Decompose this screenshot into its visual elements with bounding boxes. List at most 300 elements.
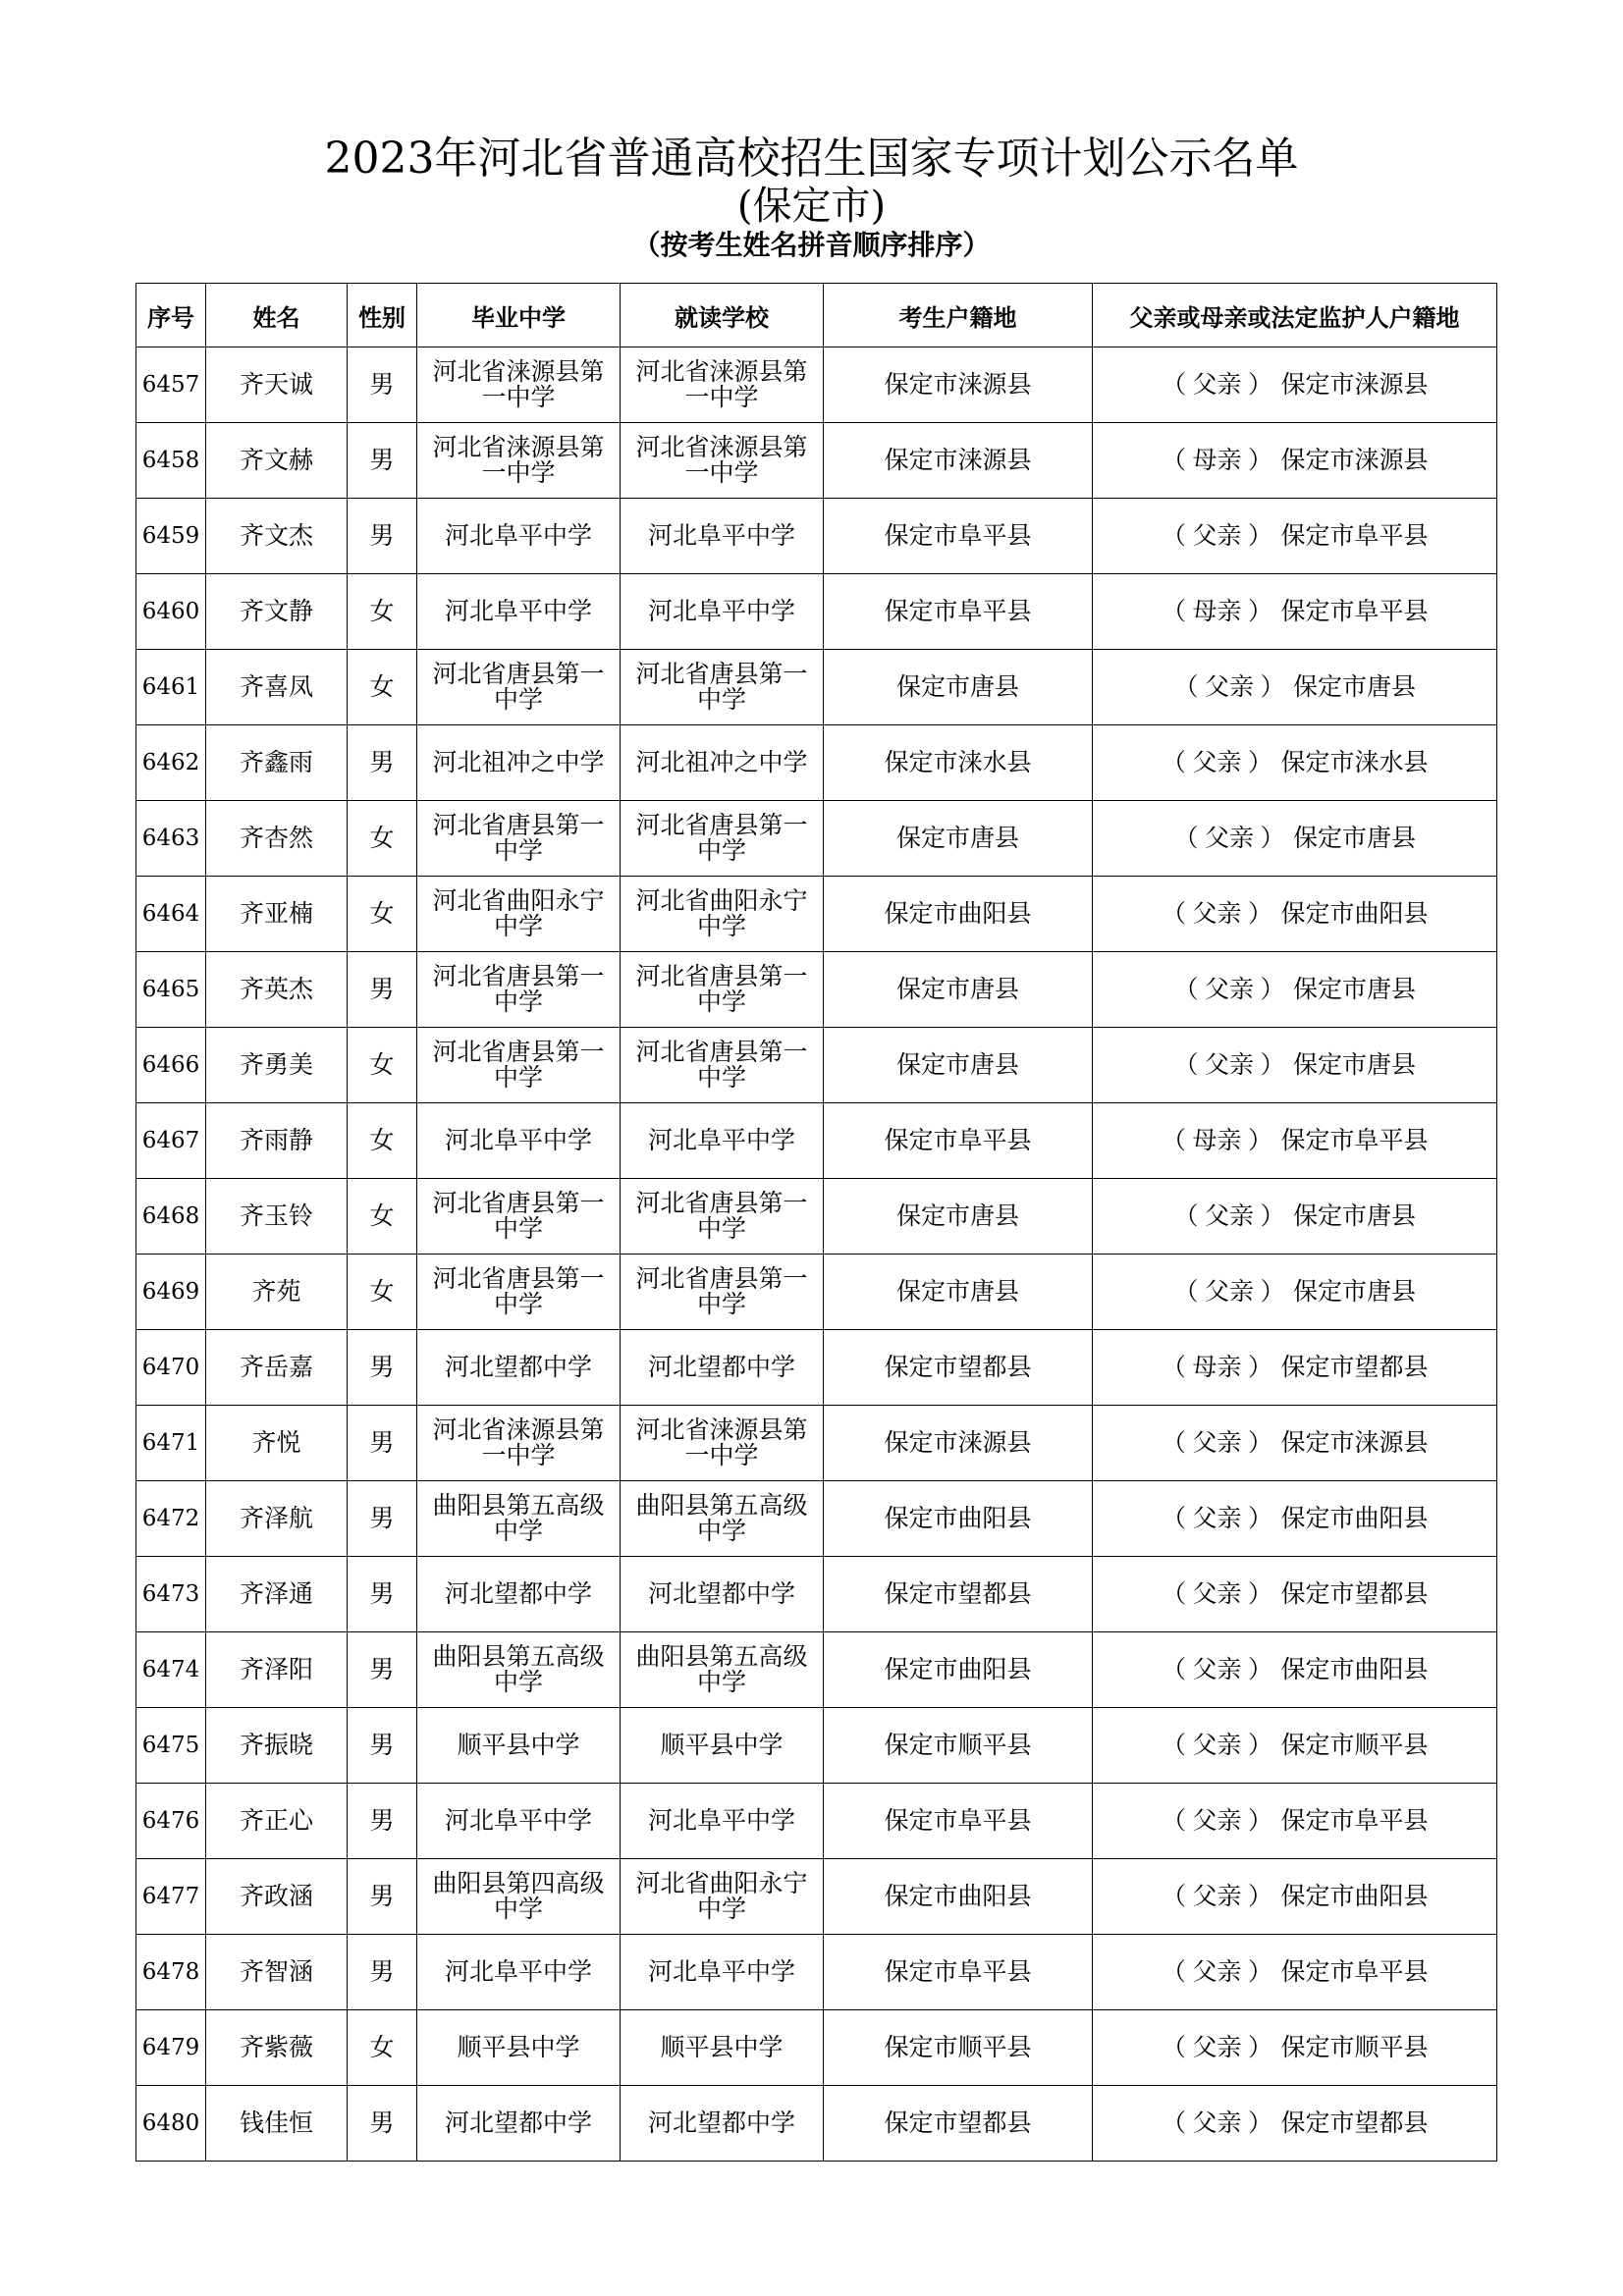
table-row: [136, 1481, 1497, 1557]
open-paren: （: [1173, 1201, 1199, 1230]
cell-parent-hukou: [1093, 574, 1497, 650]
parent-hukou-location: 保定市涞源县: [1280, 1428, 1429, 1457]
table-row: [136, 2010, 1497, 2086]
cell-name: 齐泽阳: [206, 1632, 348, 1708]
table-row: [136, 1255, 1497, 1330]
cell-school: 河北阜平中学: [621, 1103, 824, 1179]
close-paren: ）: [1260, 1050, 1285, 1079]
cell-grad-school: 河北省唐县第一中学: [417, 1028, 621, 1103]
parent-hukou-location: 保定市望都县: [1280, 1579, 1429, 1608]
cell-hukou: 保定市曲阳县: [824, 1481, 1093, 1557]
cell-parent-hukou: [1093, 1028, 1497, 1103]
cell-grad-school: 河北省唐县第一中学: [417, 1255, 621, 1330]
cell-name: 齐雨静: [206, 1103, 348, 1179]
cell-grad-school: 曲阳县第五高级中学: [417, 1632, 621, 1708]
cell-parent-hukou: [1093, 423, 1497, 499]
parent-relation: 父亲: [1192, 2033, 1242, 2061]
cell-seq: 6470: [136, 1330, 206, 1406]
close-paren: ）: [1247, 899, 1272, 928]
close-paren: ）: [1260, 672, 1285, 701]
parent-relation: 父亲: [1192, 370, 1242, 399]
col-header-hukou: 考生户籍地: [824, 284, 1093, 347]
cell-hukou: 保定市唐县: [824, 1255, 1093, 1330]
cell-parent-hukou: [1093, 1406, 1497, 1481]
close-paren: ）: [1247, 1806, 1272, 1835]
parent-hukou-location: 保定市曲阳县: [1280, 899, 1429, 928]
cell-school: 河北省唐县第一中学: [621, 650, 824, 725]
col-header-parent-hukou: 父亲或母亲或法定监护人户籍地: [1093, 284, 1497, 347]
close-paren: ）: [1247, 1504, 1272, 1532]
parent-hukou-location: 保定市唐县: [1292, 975, 1416, 1003]
cell-grad-school: 河北阜平中学: [417, 1784, 621, 1859]
cell-parent-hukou: [1093, 650, 1497, 725]
table-row: [136, 650, 1497, 725]
cell-parent-hukou: [1093, 1557, 1497, 1632]
close-paren: ）: [1247, 2033, 1272, 2061]
cell-gender: 男: [348, 1406, 417, 1481]
open-paren: （: [1161, 748, 1186, 776]
cell-name: 齐岳嘉: [206, 1330, 348, 1406]
cell-gender: 男: [348, 1935, 417, 2010]
cell-gender: 男: [348, 499, 417, 574]
cell-gender: 女: [348, 877, 417, 952]
parent-relation: 父亲: [1204, 1201, 1254, 1230]
open-paren: （: [1161, 1806, 1186, 1835]
cell-grad-school: 河北省涞源县第一中学: [417, 423, 621, 499]
cell-school: 河北阜平中学: [621, 574, 824, 650]
cell-name: 齐亚楠: [206, 877, 348, 952]
cell-hukou: 保定市阜平县: [824, 1784, 1093, 1859]
parent-relation: 父亲: [1192, 1806, 1242, 1835]
parent-relation: 父亲: [1192, 1428, 1242, 1457]
close-paren: ）: [1247, 1957, 1272, 1986]
parent-hukou-location: 保定市曲阳县: [1280, 1504, 1429, 1532]
parent-relation: 父亲: [1192, 1957, 1242, 1986]
cell-name: 齐悦: [206, 1406, 348, 1481]
table-row: [136, 574, 1497, 650]
cell-grad-school: 顺平县中学: [417, 1708, 621, 1784]
open-paren: （: [1161, 1126, 1186, 1154]
open-paren: （: [1173, 1277, 1199, 1306]
col-header-seq: 序号: [136, 284, 206, 347]
parent-hukou-location: 保定市唐县: [1292, 824, 1416, 852]
cell-hukou: 保定市唐县: [824, 1179, 1093, 1255]
cell-gender: 男: [348, 952, 417, 1028]
cell-seq: 6467: [136, 1103, 206, 1179]
parent-hukou-location: 保定市唐县: [1292, 672, 1416, 701]
cell-school: 河北省涞源县第一中学: [621, 423, 824, 499]
cell-parent-hukou: [1093, 1935, 1497, 2010]
parent-relation: 父亲: [1192, 1882, 1242, 1910]
cell-seq: 6472: [136, 1481, 206, 1557]
table-row: [136, 1330, 1497, 1406]
open-paren: （: [1161, 1579, 1186, 1608]
cell-gender: 男: [348, 1557, 417, 1632]
open-paren: （: [1161, 1655, 1186, 1683]
table-header-row: [136, 284, 1497, 347]
cell-parent-hukou: [1093, 1255, 1497, 1330]
parent-relation: 父亲: [1192, 1579, 1242, 1608]
parent-hukou-location: 保定市曲阳县: [1280, 1882, 1429, 1910]
open-paren: （: [1161, 1353, 1186, 1381]
cell-seq: 6479: [136, 2010, 206, 2086]
close-paren: ）: [1247, 446, 1272, 474]
cell-grad-school: 河北望都中学: [417, 1330, 621, 1406]
col-header-gender: 性别: [348, 284, 417, 347]
open-paren: （: [1161, 1731, 1186, 1759]
cell-grad-school: 河北望都中学: [417, 1557, 621, 1632]
parent-hukou-location: 保定市唐县: [1292, 1050, 1416, 1079]
cell-seq: 6480: [136, 2086, 206, 2162]
cell-grad-school: 河北省涞源县第一中学: [417, 1406, 621, 1481]
cell-grad-school: 河北望都中学: [417, 2086, 621, 2162]
cell-name: 齐英杰: [206, 952, 348, 1028]
cell-gender: 男: [348, 1632, 417, 1708]
cell-school: 河北祖冲之中学: [621, 725, 824, 801]
cell-hukou: 保定市阜平县: [824, 1935, 1093, 2010]
cell-gender: 女: [348, 2010, 417, 2086]
cell-seq: 6464: [136, 877, 206, 952]
open-paren: （: [1173, 672, 1199, 701]
cell-grad-school: 河北阜平中学: [417, 1935, 621, 2010]
cell-seq: 6478: [136, 1935, 206, 2010]
cell-gender: 男: [348, 2086, 417, 2162]
cell-name: 齐振晓: [206, 1708, 348, 1784]
parent-relation: 父亲: [1192, 1655, 1242, 1683]
cell-grad-school: 河北阜平中学: [417, 574, 621, 650]
parent-hukou-location: 保定市顺平县: [1280, 2033, 1429, 2061]
cell-school: 河北阜平中学: [621, 1935, 824, 2010]
parent-hukou-location: 保定市曲阳县: [1280, 1655, 1429, 1683]
cell-gender: 女: [348, 574, 417, 650]
cell-parent-hukou: [1093, 725, 1497, 801]
cell-school: 顺平县中学: [621, 1708, 824, 1784]
open-paren: （: [1161, 1428, 1186, 1457]
cell-seq: 6458: [136, 423, 206, 499]
cell-grad-school: 河北阜平中学: [417, 1103, 621, 1179]
close-paren: ）: [1247, 521, 1272, 550]
close-paren: ）: [1247, 1126, 1272, 1154]
cell-hukou: 保定市望都县: [824, 2086, 1093, 2162]
cell-parent-hukou: [1093, 347, 1497, 423]
cell-hukou: 保定市望都县: [824, 1330, 1093, 1406]
cell-name: 齐正心: [206, 1784, 348, 1859]
cell-seq: 6474: [136, 1632, 206, 1708]
close-paren: ）: [1247, 370, 1272, 399]
table-row: [136, 801, 1497, 877]
open-paren: （: [1161, 1882, 1186, 1910]
cell-hukou: 保定市望都县: [824, 1557, 1093, 1632]
cell-gender: 女: [348, 650, 417, 725]
open-paren: （: [1161, 597, 1186, 625]
cell-seq: 6475: [136, 1708, 206, 1784]
cell-hukou: 保定市曲阳县: [824, 1632, 1093, 1708]
table-row: [136, 1103, 1497, 1179]
open-paren: （: [1173, 824, 1199, 852]
parent-hukou-location: 保定市唐县: [1292, 1201, 1416, 1230]
cell-school: 河北省唐县第一中学: [621, 1028, 824, 1103]
cell-name: 齐天诚: [206, 347, 348, 423]
table-row: [136, 1557, 1497, 1632]
cell-gender: 男: [348, 1481, 417, 1557]
page-subtitle: (保定市): [736, 184, 887, 229]
cell-parent-hukou: [1093, 877, 1497, 952]
cell-school: 河北望都中学: [621, 1557, 824, 1632]
open-paren: （: [1161, 1504, 1186, 1532]
cell-hukou: 保定市涞源县: [824, 1406, 1093, 1481]
close-paren: ）: [1260, 975, 1285, 1003]
cell-gender: 男: [348, 423, 417, 499]
table-row: [136, 1179, 1497, 1255]
cell-grad-school: 曲阳县第五高级中学: [417, 1481, 621, 1557]
cell-hukou: 保定市涞水县: [824, 725, 1093, 801]
cell-school: 河北省唐县第一中学: [621, 952, 824, 1028]
parent-hukou-location: 保定市涞水县: [1280, 748, 1429, 776]
cell-school: 顺平县中学: [621, 2010, 824, 2086]
close-paren: ）: [1247, 1428, 1272, 1457]
cell-parent-hukou: [1093, 499, 1497, 574]
open-paren: （: [1173, 975, 1199, 1003]
cell-grad-school: 河北省曲阳永宁中学: [417, 877, 621, 952]
cell-school: 河北省曲阳永宁中学: [621, 1859, 824, 1935]
cell-seq: 6460: [136, 574, 206, 650]
cell-parent-hukou: [1093, 1859, 1497, 1935]
cell-gender: 男: [348, 347, 417, 423]
parent-relation: 父亲: [1192, 1504, 1242, 1532]
cell-name: 齐文杰: [206, 499, 348, 574]
table-row: [136, 1632, 1497, 1708]
cell-parent-hukou: [1093, 1330, 1497, 1406]
close-paren: ）: [1260, 1201, 1285, 1230]
cell-parent-hukou: [1093, 2010, 1497, 2086]
cell-name: 齐喜凤: [206, 650, 348, 725]
cell-school: 曲阳县第五高级中学: [621, 1481, 824, 1557]
table-row: [136, 1028, 1497, 1103]
cell-name: 齐勇美: [206, 1028, 348, 1103]
open-paren: （: [1161, 2109, 1186, 2137]
cell-parent-hukou: [1093, 1632, 1497, 1708]
parent-relation: 父亲: [1192, 899, 1242, 928]
cell-hukou: 保定市顺平县: [824, 2010, 1093, 2086]
cell-parent-hukou: [1093, 801, 1497, 877]
parent-hukou-location: 保定市阜平县: [1280, 521, 1429, 550]
table-row: [136, 725, 1497, 801]
close-paren: ）: [1247, 1882, 1272, 1910]
cell-grad-school: 顺平县中学: [417, 2010, 621, 2086]
close-paren: ）: [1247, 1353, 1272, 1381]
cell-parent-hukou: [1093, 2086, 1497, 2162]
cell-name: 齐紫薇: [206, 2010, 348, 2086]
cell-gender: 男: [348, 1708, 417, 1784]
open-paren: （: [1161, 370, 1186, 399]
table-row: [136, 347, 1497, 423]
parent-relation: 母亲: [1192, 446, 1242, 474]
cell-school: 曲阳县第五高级中学: [621, 1632, 824, 1708]
table-row: [136, 1935, 1497, 2010]
cell-name: 齐泽航: [206, 1481, 348, 1557]
cell-name: 齐杏然: [206, 801, 348, 877]
parent-hukou-location: 保定市阜平县: [1280, 1126, 1429, 1154]
cell-grad-school: 河北祖冲之中学: [417, 725, 621, 801]
cell-school: 河北省曲阳永宁中学: [621, 877, 824, 952]
close-paren: ）: [1247, 597, 1272, 625]
cell-name: 齐政涵: [206, 1859, 348, 1935]
cell-name: 齐文静: [206, 574, 348, 650]
table-row: [136, 2086, 1497, 2162]
cell-gender: 女: [348, 1179, 417, 1255]
table-row: [136, 1406, 1497, 1481]
open-paren: （: [1161, 1957, 1186, 1986]
close-paren: ）: [1247, 748, 1272, 776]
open-paren: （: [1161, 521, 1186, 550]
cell-seq: 6463: [136, 801, 206, 877]
close-paren: ）: [1260, 824, 1285, 852]
cell-grad-school: 河北省涞源县第一中学: [417, 347, 621, 423]
parent-relation: 父亲: [1192, 1731, 1242, 1759]
cell-name: 齐玉铃: [206, 1179, 348, 1255]
parent-relation: 父亲: [1192, 748, 1242, 776]
cell-seq: 6466: [136, 1028, 206, 1103]
cell-hukou: 保定市阜平县: [824, 499, 1093, 574]
sort-note: （按考生姓名拼音顺序排序）: [632, 229, 991, 261]
cell-gender: 女: [348, 1103, 417, 1179]
cell-grad-school: 河北省唐县第一中学: [417, 801, 621, 877]
table-row: [136, 1708, 1497, 1784]
cell-gender: 女: [348, 1028, 417, 1103]
open-paren: （: [1161, 899, 1186, 928]
table-row: [136, 1784, 1497, 1859]
cell-grad-school: 曲阳县第四高级中学: [417, 1859, 621, 1935]
parent-hukou-location: 保定市涞源县: [1280, 446, 1429, 474]
parent-relation: 父亲: [1204, 824, 1254, 852]
cell-school: 河北望都中学: [621, 1330, 824, 1406]
cell-hukou: 保定市唐县: [824, 650, 1093, 725]
roster-table: [135, 283, 1497, 2162]
parent-relation: 父亲: [1204, 975, 1254, 1003]
parent-relation: 父亲: [1204, 1050, 1254, 1079]
cell-hukou: 保定市涞源县: [824, 423, 1093, 499]
parent-relation: 父亲: [1192, 521, 1242, 550]
table-row: [136, 499, 1497, 574]
cell-name: 齐泽通: [206, 1557, 348, 1632]
cell-school: 河北阜平中学: [621, 499, 824, 574]
table-row: [136, 877, 1497, 952]
cell-hukou: 保定市阜平县: [824, 574, 1093, 650]
parent-relation: 母亲: [1192, 1353, 1242, 1381]
parent-relation: 母亲: [1192, 597, 1242, 625]
cell-hukou: 保定市曲阳县: [824, 877, 1093, 952]
parent-relation: 父亲: [1192, 2109, 1242, 2137]
cell-hukou: 保定市唐县: [824, 801, 1093, 877]
cell-parent-hukou: [1093, 1103, 1497, 1179]
cell-school: 河北望都中学: [621, 2086, 824, 2162]
close-paren: ）: [1260, 1277, 1285, 1306]
col-header-grad-school: 毕业中学: [417, 284, 621, 347]
page-title: 2023年河北省普通高校招生国家专项计划公示名单: [324, 133, 1299, 184]
cell-school: 河北省唐县第一中学: [621, 801, 824, 877]
cell-gender: 男: [348, 725, 417, 801]
cell-seq: 6471: [136, 1406, 206, 1481]
cell-hukou: 保定市涞源县: [824, 347, 1093, 423]
cell-seq: 6462: [136, 725, 206, 801]
cell-gender: 女: [348, 1255, 417, 1330]
cell-seq: 6476: [136, 1784, 206, 1859]
cell-school: 河北省唐县第一中学: [621, 1255, 824, 1330]
parent-relation: 母亲: [1192, 1126, 1242, 1154]
table-row: [136, 952, 1497, 1028]
cell-grad-school: 河北阜平中学: [417, 499, 621, 574]
open-paren: （: [1173, 1050, 1199, 1079]
cell-gender: 男: [348, 1859, 417, 1935]
cell-seq: 6457: [136, 347, 206, 423]
open-paren: （: [1161, 2033, 1186, 2061]
close-paren: ）: [1247, 1655, 1272, 1683]
parent-relation: 父亲: [1204, 1277, 1254, 1306]
parent-hukou-location: 保定市阜平县: [1280, 1957, 1429, 1986]
cell-parent-hukou: [1093, 1179, 1497, 1255]
cell-school: 河北省唐县第一中学: [621, 1179, 824, 1255]
cell-seq: 6473: [136, 1557, 206, 1632]
cell-seq: 6469: [136, 1255, 206, 1330]
cell-parent-hukou: [1093, 1481, 1497, 1557]
parent-hukou-location: 保定市唐县: [1292, 1277, 1416, 1306]
cell-school: 河北阜平中学: [621, 1784, 824, 1859]
parent-hukou-location: 保定市涞源县: [1280, 370, 1429, 399]
cell-seq: 6468: [136, 1179, 206, 1255]
cell-name: 齐智涵: [206, 1935, 348, 2010]
cell-name: 齐文赫: [206, 423, 348, 499]
cell-gender: 女: [348, 801, 417, 877]
cell-hukou: 保定市唐县: [824, 952, 1093, 1028]
col-header-school: 就读学校: [621, 284, 824, 347]
cell-hukou: 保定市唐县: [824, 1028, 1093, 1103]
cell-grad-school: 河北省唐县第一中学: [417, 650, 621, 725]
close-paren: ）: [1247, 1579, 1272, 1608]
close-paren: ）: [1247, 1731, 1272, 1759]
table-row: [136, 1859, 1497, 1935]
parent-hukou-location: 保定市望都县: [1280, 1353, 1429, 1381]
cell-name: 齐鑫雨: [206, 725, 348, 801]
cell-parent-hukou: [1093, 952, 1497, 1028]
parent-hukou-location: 保定市望都县: [1280, 2109, 1429, 2137]
cell-seq: 6459: [136, 499, 206, 574]
cell-parent-hukou: [1093, 1784, 1497, 1859]
cell-gender: 男: [348, 1784, 417, 1859]
cell-gender: 男: [348, 1330, 417, 1406]
table-row: [136, 423, 1497, 499]
parent-hukou-location: 保定市阜平县: [1280, 597, 1429, 625]
parent-hukou-location: 保定市阜平县: [1280, 1806, 1429, 1835]
cell-seq: 6477: [136, 1859, 206, 1935]
cell-hukou: 保定市顺平县: [824, 1708, 1093, 1784]
open-paren: （: [1161, 446, 1186, 474]
cell-seq: 6465: [136, 952, 206, 1028]
cell-name: 齐苑: [206, 1255, 348, 1330]
cell-name: 钱佳恒: [206, 2086, 348, 2162]
cell-parent-hukou: [1093, 1708, 1497, 1784]
col-header-name: 姓名: [206, 284, 348, 347]
cell-school: 河北省涞源县第一中学: [621, 1406, 824, 1481]
cell-seq: 6461: [136, 650, 206, 725]
cell-grad-school: 河北省唐县第一中学: [417, 952, 621, 1028]
cell-hukou: 保定市阜平县: [824, 1103, 1093, 1179]
close-paren: ）: [1247, 2109, 1272, 2137]
parent-relation: 父亲: [1204, 672, 1254, 701]
cell-hukou: 保定市曲阳县: [824, 1859, 1093, 1935]
cell-school: 河北省涞源县第一中学: [621, 347, 824, 423]
cell-grad-school: 河北省唐县第一中学: [417, 1179, 621, 1255]
parent-hukou-location: 保定市顺平县: [1280, 1731, 1429, 1759]
